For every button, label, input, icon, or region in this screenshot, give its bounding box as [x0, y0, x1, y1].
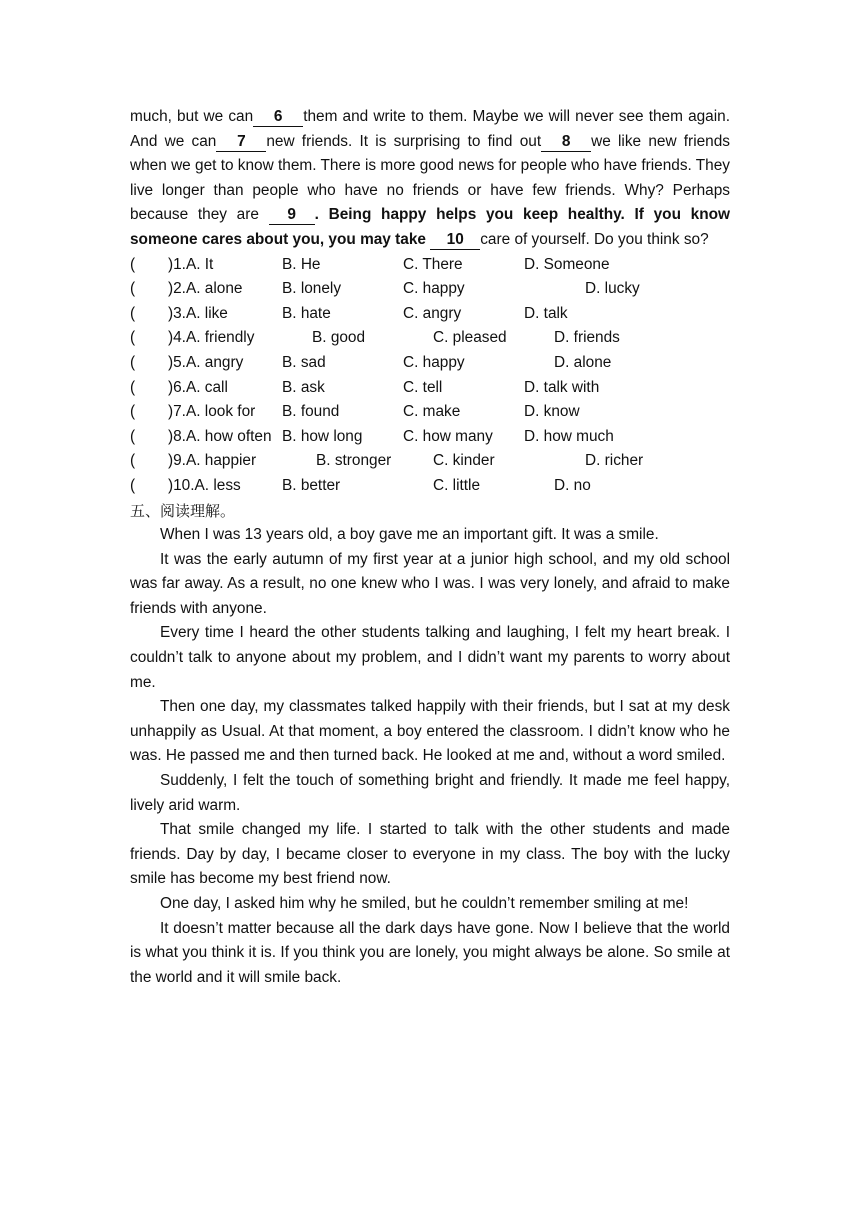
blank-10: 10: [430, 231, 480, 250]
option-b: B. hate: [282, 304, 331, 322]
blank-6: 6: [253, 108, 303, 127]
cloze-passage: [130, 105, 730, 253]
answer-paren: (: [130, 304, 136, 322]
blank-7: 7: [216, 133, 266, 152]
option-row: [130, 253, 730, 278]
option-d: D. how much: [524, 427, 614, 445]
option-c: C. kinder: [433, 452, 495, 470]
option-row: [130, 302, 730, 327]
option-a: )2.A. alone: [168, 280, 243, 298]
option-a: )7.A. look for: [168, 403, 256, 421]
cloze-text: new friends. It is surprising to find out: [266, 132, 542, 150]
option-a: )9.A. happier: [168, 452, 257, 470]
option-b: B. lonely: [282, 280, 342, 298]
option-c: C. tell: [403, 378, 443, 396]
answer-paren: (: [130, 427, 136, 445]
option-a: )4.A. friendly: [168, 329, 255, 347]
option-b: B. ask: [282, 378, 325, 396]
option-row: [130, 474, 730, 499]
document-page: [130, 105, 730, 990]
blank-8: 8: [541, 133, 591, 152]
option-row: [130, 376, 730, 401]
reading-paragraph: It doesn’t matter because all the dark days have gone. Now I believe that the world is what you think it is. If you think you are lonely, you might always be alone. So smile at the world and it will smile back.: [130, 919, 730, 986]
answer-paren: (: [130, 255, 136, 273]
option-a: )8.A. how often: [168, 427, 272, 445]
option-row: [130, 351, 730, 376]
cloze-text: them and write to them. Maybe we will never see them again. And we can: [130, 108, 730, 150]
option-d: D. no: [554, 476, 591, 494]
option-b: B. found: [282, 403, 340, 421]
option-row: [130, 326, 730, 351]
option-b: B. He: [282, 255, 321, 273]
answer-paren: (: [130, 403, 136, 421]
answer-paren: (: [130, 353, 136, 371]
answer-paren: (: [130, 452, 136, 470]
option-d: D. know: [524, 403, 580, 421]
option-d: D. richer: [585, 452, 644, 470]
option-c: C. how many: [403, 427, 493, 445]
option-a: )10.A. less: [168, 476, 241, 494]
option-c: C. happy: [403, 280, 465, 298]
cloze-text: . Being happy helps you keep healthy. If you know someone cares about you, you may take: [130, 206, 730, 248]
option-b: B. how long: [282, 427, 363, 445]
option-d: D. friends: [554, 329, 620, 347]
cloze-text: we like new friends when we get to know them. There is more good news for people who have friends. They live longer than people who have no friends or have few friends. Why? Perhaps because they are: [130, 132, 731, 224]
section-heading: 五、阅读理解。: [130, 501, 236, 520]
cloze-text: much, but we can: [130, 108, 254, 125]
reading-paragraph: One day, I asked him why he smiled, but he couldn’t remember smiling at me!: [160, 895, 689, 912]
option-c: C. There: [403, 255, 463, 273]
reading-passage: [130, 523, 730, 990]
reading-paragraph: When I was 13 years old, a boy gave me an important gift. It was a smile.: [160, 526, 659, 544]
option-a: )5.A. angry: [168, 353, 244, 371]
option-b: B. better: [282, 476, 341, 494]
answer-paren: (: [130, 476, 136, 494]
option-d: D. lucky: [585, 280, 640, 298]
reading-paragraph: Suddenly, I felt the touch of something bright and friendly. It made me feel happy, lively arid warm.: [130, 772, 730, 814]
cloze-text: care of yourself. Do you think so?: [480, 230, 709, 248]
option-row: [130, 277, 730, 302]
option-d: D. Someone: [524, 255, 610, 273]
reading-paragraph: Every time I heard the other students talking and laughing, I felt my heart break. I couldn’t talk to anyone about my problem, and I didn’t want my parents to worry about me.: [130, 624, 730, 691]
option-row: [130, 400, 730, 425]
reading-paragraph: Then one day, my classmates talked happily with their friends, but I sat at my desk unhappily as Usual. At that moment, a boy entered the classroom. I didn’t know who he was. He passed me and then turned back. He looked at me and, without a word smiled.: [130, 698, 730, 765]
option-b: B. good: [312, 329, 366, 347]
option-a: )3.A. like: [168, 304, 228, 322]
option-b: B. stronger: [316, 452, 392, 470]
reading-paragraph: That smile changed my life. I started to talk with the other students and made friends. Day by day, I became closer to everyone in my class. The boy with the lucky smile has become my best friend now.: [130, 821, 730, 888]
option-a: )6.A. call: [168, 378, 228, 396]
option-row: [130, 425, 730, 450]
option-d: D. talk with: [524, 378, 600, 396]
option-c: C. angry: [403, 304, 462, 322]
answer-paren: (: [130, 280, 136, 298]
reading-paragraph: It was the early autumn of my first year at a junior high school, and my old school was far away. As a result, no one knew who I was. I was very lonely, and afraid to make friends with anyone.: [130, 550, 730, 617]
option-c: C. little: [433, 476, 481, 494]
option-d: D. talk: [524, 304, 568, 322]
blank-9: 9: [269, 206, 315, 225]
option-d: D. alone: [554, 353, 612, 371]
answer-paren: (: [130, 329, 136, 347]
option-c: C. pleased: [433, 329, 507, 347]
options-list: [130, 253, 730, 499]
option-c: C. make: [403, 403, 461, 421]
option-a: )1.A. It: [168, 255, 214, 273]
option-b: B. sad: [282, 353, 326, 371]
option-row: [130, 449, 730, 474]
option-c: C. happy: [403, 353, 465, 371]
answer-paren: (: [130, 378, 136, 396]
